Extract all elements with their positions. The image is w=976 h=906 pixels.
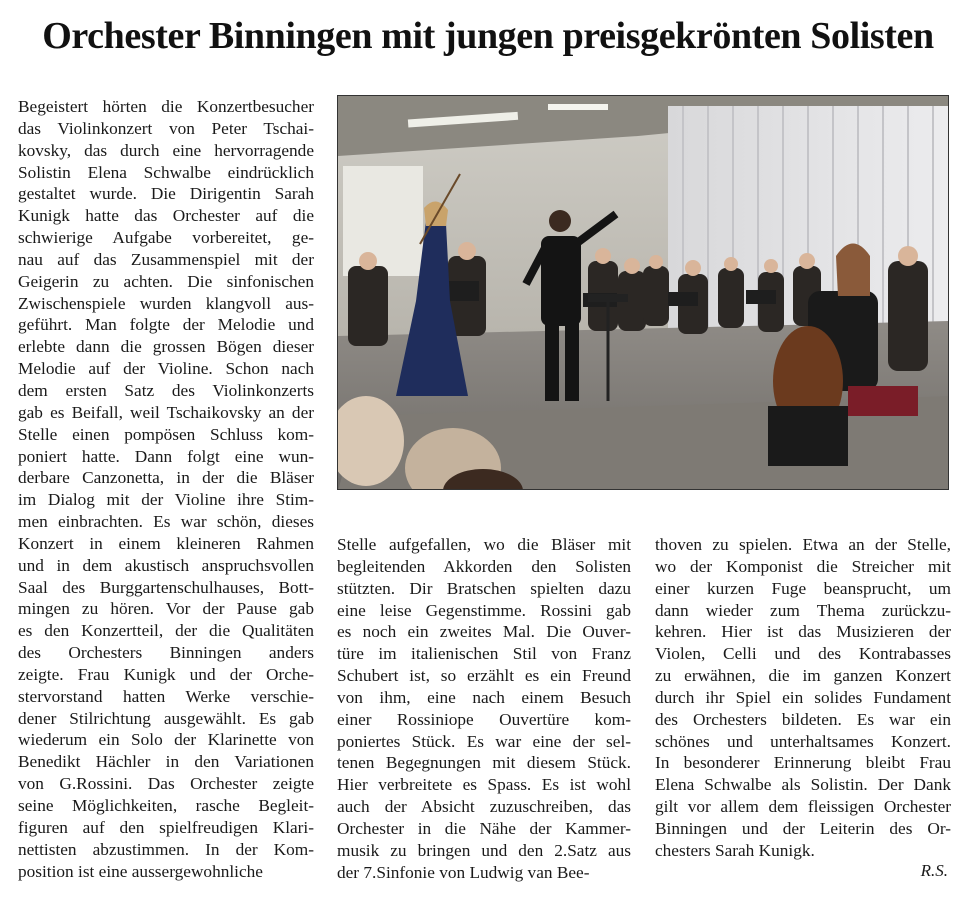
article-line: schwierige Aufgabe vorbereitet, ge- — [18, 228, 314, 248]
article-line: Begeistert hörten die Konzertbesucher — [18, 97, 314, 116]
article-line: Schubert ist, so erzählt es ein Freund — [337, 666, 631, 686]
article-line: es den Konzertteil, der die Qualitäten — [18, 621, 314, 641]
article-line: seine Möglichkeiten, rasche Begleit- — [18, 796, 314, 815]
article-line: und in dem akustisch anspruchsvollen — [18, 555, 314, 575]
concert-photo — [337, 95, 949, 490]
article-line: Hier verbreitete es Spass. Es ist wohl — [337, 775, 631, 795]
article-line: das Violinkonzert von Peter Tschai- — [18, 118, 314, 138]
article-line: wo der Komponist die Streicher mit — [655, 556, 951, 576]
concert-photo-illustration — [338, 96, 949, 490]
article-line: türe im italienischen Stil von Franz — [337, 644, 631, 664]
article-line: Orchester in die Nähe der Kammer- — [337, 818, 631, 838]
article-line: gestaltet wurde. Die Dirigentin Sarah — [18, 184, 314, 204]
article-line: Elena Schwalbe als Solistin. Der Dank — [655, 775, 951, 795]
article-line: nettisten abzustimmen. In der Kom- — [18, 839, 314, 859]
article-line: zu erwähnen, die im ganzen Konzert — [655, 666, 951, 686]
article-line: einer kurzen Fuge beansprucht, um — [655, 578, 951, 598]
article-line: Geigerin zu achten. Die sinfonischen — [18, 271, 314, 291]
article-line: gilt vor allem dem fleissigen Orchester — [655, 797, 951, 817]
article-line: Solistin Elena Schwalbe eindrücklich — [18, 162, 314, 182]
article-line: Stelle einen pompösen Schluss kom- — [18, 424, 314, 444]
article-line: von ihm, eine nach einem Besuch — [337, 687, 631, 707]
article-line: des Orchesters bildeten. Es war ein — [655, 709, 951, 729]
article-line: Melodie auf der Violine. Schon nach — [18, 359, 314, 379]
article-line: Kunigk hatte das Orchester auf die — [18, 206, 314, 226]
article-line: Benedikt Hächler in den Variationen — [18, 752, 314, 772]
author-signature: R.S. — [920, 861, 948, 880]
article-line: position ist eine aussergewohnliche — [18, 861, 263, 881]
article-line: tenen Begegnungen mit diesem Stück. — [337, 753, 631, 773]
article-line: Stelle aufgefallen, wo die Bläser mit — [337, 535, 631, 554]
article-line: nau auf das Zusammenspiel mit der — [18, 249, 314, 269]
article-line: kehren. Hier ist das Musizieren der — [655, 622, 951, 642]
article-column-1 — [18, 96, 314, 882]
article-line: der 7.Sinfonie von Ludwig van Bee- — [337, 862, 590, 882]
article-line: dem ersten Satz des Violinkonzerts — [18, 380, 314, 400]
article-line: Zwischenspiele wurden klangvoll aus- — [18, 293, 314, 313]
article-line: poniertes Stück. Es war eine der sel- — [337, 731, 631, 751]
article-line: einer Rossiniope Ouvertüre kom- — [337, 709, 631, 729]
article-line: mingen zu hören. Vor der Pause gab — [18, 599, 314, 619]
article-line: im Dialog mit der Violine ihre Stim- — [18, 490, 314, 510]
article-line: Binningen und der Leiterin des Or- — [655, 818, 951, 838]
article-line: dener Stilrichtung ausgewählt. Es gab — [18, 708, 314, 728]
article-line: stervorstand hatten Werke verschie- — [18, 686, 314, 706]
article-line: durch ihr Spiel ein solides Fundament — [655, 687, 951, 707]
article-line: des Orchesters Binningen anders — [18, 643, 314, 663]
article-line: auch der Absicht zuzuschreiben, das — [337, 797, 631, 817]
article-line: thoven zu spielen. Etwa an der Stelle, — [655, 535, 951, 554]
article-line: Saal des Burggartenschulhauses, Bott- — [18, 577, 314, 597]
article-line: dann wieder zum Thema zurückzu- — [655, 600, 951, 620]
article-line: chesters Sarah Kunigk. — [655, 840, 815, 860]
article-line: wiederum ein Solo der Klarinette von — [18, 730, 314, 750]
article-line: erlebte dann die grossen Bögen dieser — [18, 337, 314, 357]
article-line: von G.Rossini. Das Orchester zeigte — [18, 774, 314, 794]
article-column-3 — [655, 534, 951, 862]
article-line: Konzert in einem kleineren Rahmen — [18, 533, 314, 553]
article-line: figuren auf den spielfreudigen Klari- — [18, 817, 314, 837]
article-line: Violen, Celli und des Kontrabasses — [655, 644, 951, 664]
article-line: musik zu bringen und den 2.Satz aus — [337, 840, 631, 860]
article-line: poniert hatte. Dann folgt eine wun- — [18, 446, 314, 466]
article-line: kovsky, das durch eine hervorragende — [18, 140, 314, 160]
article-line: men einbrachten. Es war schön, dieses — [18, 512, 314, 532]
article-line: derbare Canzonetta, in der die Bläser — [18, 468, 314, 488]
article-line: es noch ein zweites Mal. Die Ouver- — [337, 622, 631, 642]
article-line: begleitenden Akkorden den Solisten — [337, 556, 631, 576]
article-line: eine leise Gegenstimme. Rossini gab — [337, 600, 631, 620]
article-line: gab es Beifall, weil Tschaikovsky an der — [18, 402, 314, 422]
article-line: geführt. Man folgte der Melodie und — [18, 315, 314, 335]
article-line: stützten. Dir Bratschen spielten dazu — [337, 578, 631, 598]
article-column-2 — [337, 534, 631, 884]
article-line: schönes und unterhaltsames Konzert. — [655, 731, 951, 751]
article-line: In besonderer Erinnerung bleibt Frau — [655, 753, 951, 773]
article-line: zeigte. Frau Kunigk und der Orche- — [18, 664, 314, 684]
headline: Orchester Binningen mit jungen preisgekrönten Solisten — [42, 15, 934, 57]
